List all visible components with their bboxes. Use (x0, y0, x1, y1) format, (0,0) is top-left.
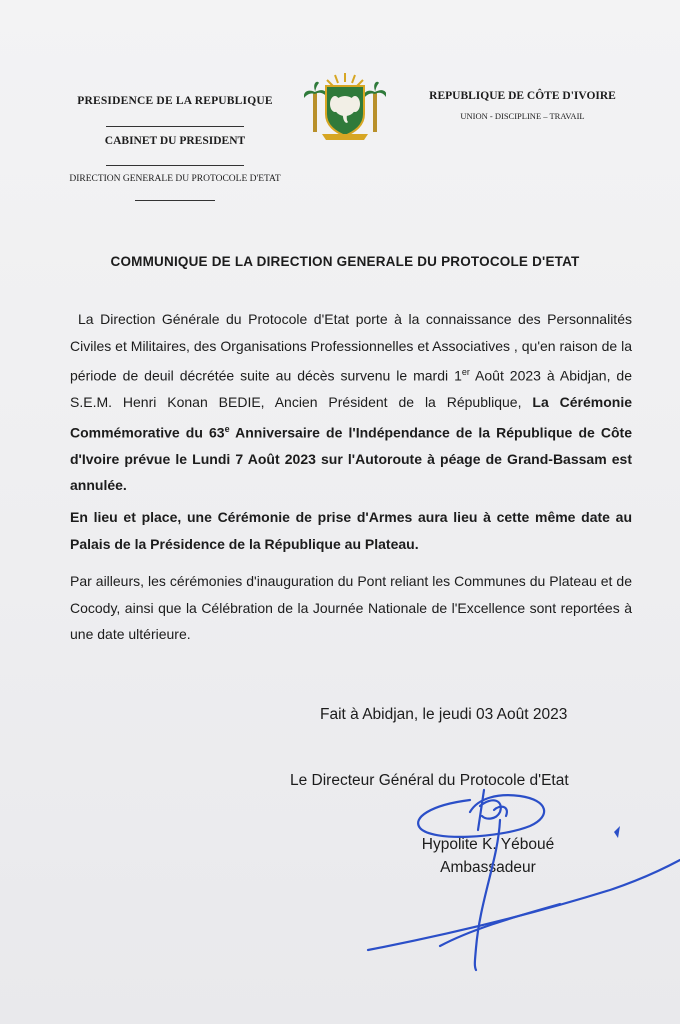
header-divider (106, 126, 244, 127)
header-left (40, 95, 310, 201)
communique-title: COMMUNIQUE DE LA DIRECTION GENERALE DU PROTOCOLE D'ETAT (110, 254, 580, 269)
national-motto: UNION - DISCIPLINE – TRAVAIL (460, 111, 585, 121)
paragraph-bold-text: La Cérémonie Commémorative du 63 (70, 394, 632, 441)
signatory-block (398, 833, 578, 879)
republic-label: REPUBLIQUE DE CÔTE D'IVOIRE (429, 90, 616, 102)
superscript: e (224, 423, 230, 434)
paragraph-announcement (70, 306, 632, 499)
direction-label: DIRECTION GENERALE DU PROTOCOLE D'ETAT (69, 174, 281, 184)
paragraph-text: Août 2023 à Abidjan, de S.E.M. Henri Konan BEDIE, Ancien Président de la République, (70, 367, 632, 411)
header-divider (135, 200, 215, 201)
header-divider (106, 165, 244, 166)
paragraph-bold-text: Anniversaire de l'Indépendance de la République de Côte d'Ivoire prévue le Lundi 7 Août 2023 sur l'Autoroute à péage de Grand-Bassam est annulée. (70, 424, 632, 494)
cabinet-label: CABINET DU PRESIDENT (104, 135, 246, 147)
paragraph-replacement: En lieu et place, une Cérémonie de prise d'Armes aura lieu à cette même date au Palais de la Présidence de la République au Plateau. (70, 509, 632, 552)
paragraph-postponement: Par ailleurs, les cérémonies d'inauguration du Pont reliant les Communes du Plateau et de Cocody, ainsi que la Célébration de la Journée Nationale de l'Excellence sont reportées à une date ultérieure. (70, 573, 632, 642)
place-date: Fait à Abidjan, le jeudi 03 Août 2023 (320, 706, 568, 723)
signatory-name: Hypolite K. Yéboué (421, 836, 555, 853)
signatory-rank: Ambassadeur (440, 859, 536, 876)
superscript: er (461, 367, 470, 377)
presidence-label: PRESIDENCE DE LA REPUBLIQUE (77, 95, 273, 107)
signatory-title: Le Directeur Général du Protocole d'Etat (290, 772, 569, 789)
header-right (410, 90, 635, 121)
coat-of-arms-icon (304, 70, 386, 142)
paragraph-text: La Direction Générale du Protocole d'Etat porte à la connaissance des Personnalités Civiles et Militaires, des Organisations Professionnelles et Associatives , qu'en raison de la période de deuil décrétée suite au décès survenu le mardi 1 (70, 311, 632, 384)
